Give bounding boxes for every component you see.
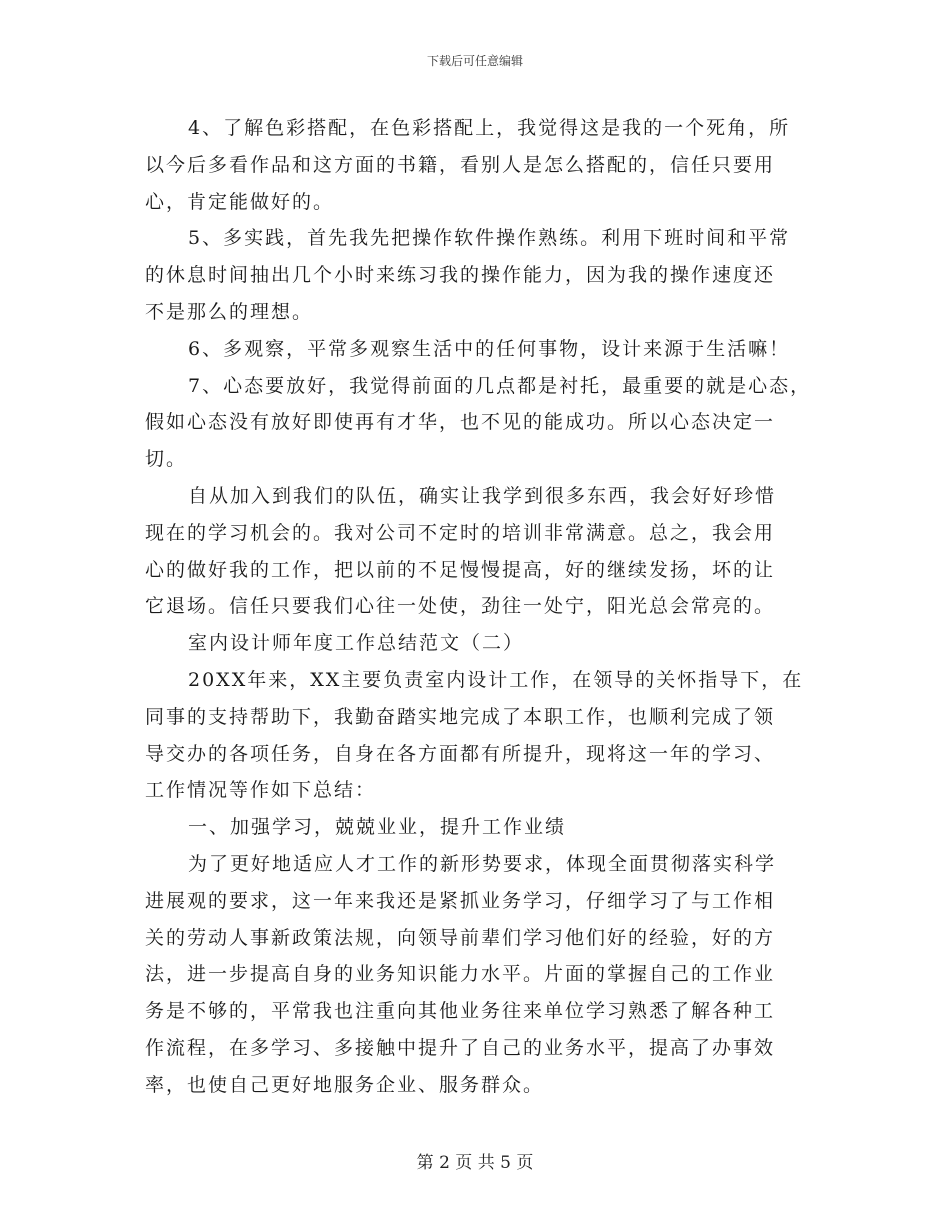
text-line: 法，进一步提高自身的业务知识能力水平。片面的掌握自己的工作业	[145, 963, 776, 986]
text-line: 5、多实践，首先我先把操作软件操作熟练。利用下班时间和平常	[188, 227, 791, 250]
text-line: 的休息时间抽出几个小时来练习我的操作能力，因为我的操作速度还	[145, 264, 776, 287]
page-header: 下载后可任意编辑	[426, 54, 523, 68]
text-line: 率，也使自己更好地服务企业、服务群众。	[145, 1073, 545, 1096]
text-line: 心，肯定能做好的。	[145, 190, 335, 213]
text-line: 工作情况等作如下总结：	[145, 779, 377, 802]
document-body	[145, 110, 825, 1104]
text-line: 自从加入到我们的队伍，确实让我学到很多东西，我会好好珍惜	[188, 484, 777, 507]
text-line: 6、多观察，平常多观察生活中的任何事物，设计来源于生活嘛！	[188, 337, 791, 360]
text-line: 不是那么的理想。	[145, 300, 314, 323]
text-line: 现在的学习机会的。我对公司不定时的培训非常满意。总之，我会用	[145, 521, 776, 544]
text-line: 室内设计师年度工作总结范文（二）	[188, 632, 525, 655]
text-line: 进展观的要求，这一年来我还是紧抓业务学习，仔细学习了与工作相	[145, 889, 776, 912]
text-line: 假如心态没有放好即使再有才华，也不见的能成功。所以心态决定一	[145, 411, 776, 434]
text-line: 为了更好地适应人才工作的新形势要求，体现全面贯彻落实科学	[188, 852, 777, 875]
text-line: 心的做好我的工作，把以前的不足慢慢提高，好的继续发扬，坏的让	[145, 558, 776, 581]
text-line: 以今后多看作品和这方面的书籍，看别人是怎么搭配的，信任只要用	[145, 153, 776, 176]
text-line: 20XX年来，XX主要负责室内设计工作，在领导的关怀指导下，在	[188, 668, 804, 691]
text-line: 务是不够的，平常我也注重向其他业务往来单位学习熟悉了解各种工	[145, 1000, 776, 1023]
text-line: 导交办的各项任务，自身在各方面都有所提升，现将这一年的学习、	[145, 742, 776, 765]
text-line: 同事的支持帮助下，我勤奋踏实地完成了本职工作，也顺利完成了领	[145, 705, 776, 728]
text-line: 它退场。信任只要我们心往一处使，劲往一处宁，阳光总会常亮的。	[145, 595, 776, 618]
page-footer: 第 2 页 共 5 页	[416, 1153, 534, 1173]
text-line: 作流程，在多学习、多接触中提升了自己的业务水平，提高了办事效	[145, 1036, 776, 1059]
text-line: 切。	[145, 448, 188, 471]
text-line: 4、了解色彩搭配，在色彩搭配上，我觉得这是我的一个死角，所	[188, 117, 791, 139]
text-line: 关的劳动人事新政策法规，向领导前辈们学习他们好的经验，好的方	[145, 926, 776, 949]
text-line: 一、加强学习，兢兢业业，提升工作业绩	[188, 816, 567, 839]
text-line: 7、心态要放好，我觉得前面的几点都是衬托，最重要的就是心态，	[188, 374, 812, 397]
